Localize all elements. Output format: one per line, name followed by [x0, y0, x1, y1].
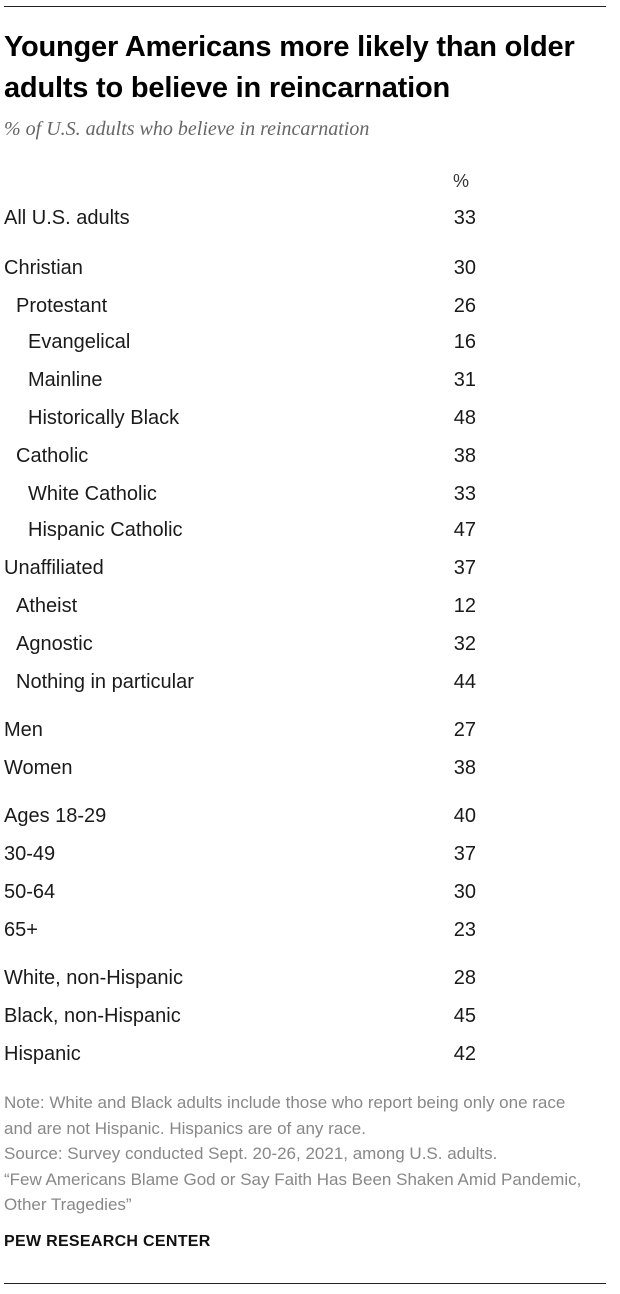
row-value: 42 — [453, 1043, 476, 1065]
table-row — [0, 715, 620, 745]
row-value: 38 — [453, 757, 476, 779]
table-row — [0, 753, 620, 783]
row-label: Black, non-Hispanic — [4, 1005, 181, 1027]
row-label: Mainline — [28, 369, 103, 391]
row-label: White, non-Hispanic — [4, 967, 183, 989]
row-label: Hispanic — [4, 1043, 81, 1065]
row-value: 37 — [453, 557, 476, 579]
notes-block — [4, 1090, 594, 1218]
row-label: Protestant — [16, 295, 108, 317]
row-value: 48 — [453, 407, 476, 429]
row-label: Agnostic — [16, 633, 93, 655]
row-label: All U.S. adults — [4, 207, 130, 229]
bottom-rule — [4, 1283, 606, 1284]
chart-subtitle: % of U.S. adults who believe in reincarnation — [4, 118, 370, 140]
row-label: 65+ — [4, 919, 38, 941]
row-value: 12 — [453, 595, 476, 617]
table-row — [0, 203, 620, 233]
report-title-text: “Few Americans Blame God or Say Faith Has Been Shaken Amid Pandemic, Other Tragedies” — [4, 1169, 582, 1214]
table-row — [0, 801, 620, 831]
row-value: 44 — [453, 671, 476, 693]
table-row — [0, 479, 620, 509]
row-label: Historically Black — [28, 407, 180, 429]
table-row — [0, 629, 620, 659]
row-value: 33 — [453, 483, 476, 505]
table-row — [0, 839, 620, 869]
row-label: Catholic — [16, 445, 89, 467]
row-label: Women — [4, 757, 73, 779]
table-row — [0, 591, 620, 621]
pew-research-center-credit: PEW RESEARCH CENTER — [4, 1233, 211, 1250]
row-value: 30 — [453, 881, 476, 903]
row-label: Men — [4, 719, 43, 741]
row-value: 28 — [453, 967, 476, 989]
table-row — [0, 667, 620, 697]
row-value: 30 — [453, 257, 476, 279]
row-label: Nothing in particular — [16, 671, 194, 693]
row-value: 47 — [453, 519, 476, 541]
row-label: Atheist — [16, 595, 78, 617]
table-row — [0, 291, 620, 321]
row-value: 31 — [453, 369, 476, 391]
chart-title: Younger Americans more likely than older adults to believe in reincarnation — [4, 31, 575, 104]
table-row — [0, 403, 620, 433]
row-value: 37 — [453, 843, 476, 865]
row-value: 40 — [453, 805, 476, 827]
table-row — [0, 515, 620, 545]
table-row — [0, 553, 620, 583]
row-label: Christian — [4, 257, 83, 279]
row-value: 45 — [453, 1005, 476, 1027]
row-value: 32 — [453, 633, 476, 655]
row-label: Evangelical — [28, 331, 131, 353]
table-row — [0, 441, 620, 471]
row-value: 33 — [453, 207, 476, 229]
row-value: 38 — [453, 445, 476, 467]
row-label: Unaffiliated — [4, 557, 104, 579]
table-row — [0, 327, 620, 357]
table-row — [0, 1001, 620, 1031]
row-value: 27 — [453, 719, 476, 741]
table-row — [0, 365, 620, 395]
row-label: White Catholic — [28, 483, 157, 505]
row-label: 50-64 — [4, 881, 56, 903]
row-value: 26 — [453, 295, 476, 317]
row-label: 30-49 — [4, 843, 56, 865]
row-label: Hispanic Catholic — [28, 519, 183, 541]
note-text: Note: White and Black adults include those who report being only one race and are not Hispanic. Hispanics are of any race. — [4, 1093, 566, 1138]
table-row — [0, 1039, 620, 1069]
column-header-percent: % — [452, 171, 469, 191]
row-label: Ages 18-29 — [4, 805, 107, 827]
table-row — [0, 877, 620, 907]
table-row — [0, 963, 620, 993]
row-value: 23 — [453, 919, 476, 941]
source-text: Source: Survey conducted Sept. 20-26, 2021, among U.S. adults. — [4, 1144, 498, 1163]
row-value: 16 — [453, 331, 476, 353]
table-row — [0, 915, 620, 945]
table-row — [0, 253, 620, 283]
top-rule — [4, 6, 606, 7]
